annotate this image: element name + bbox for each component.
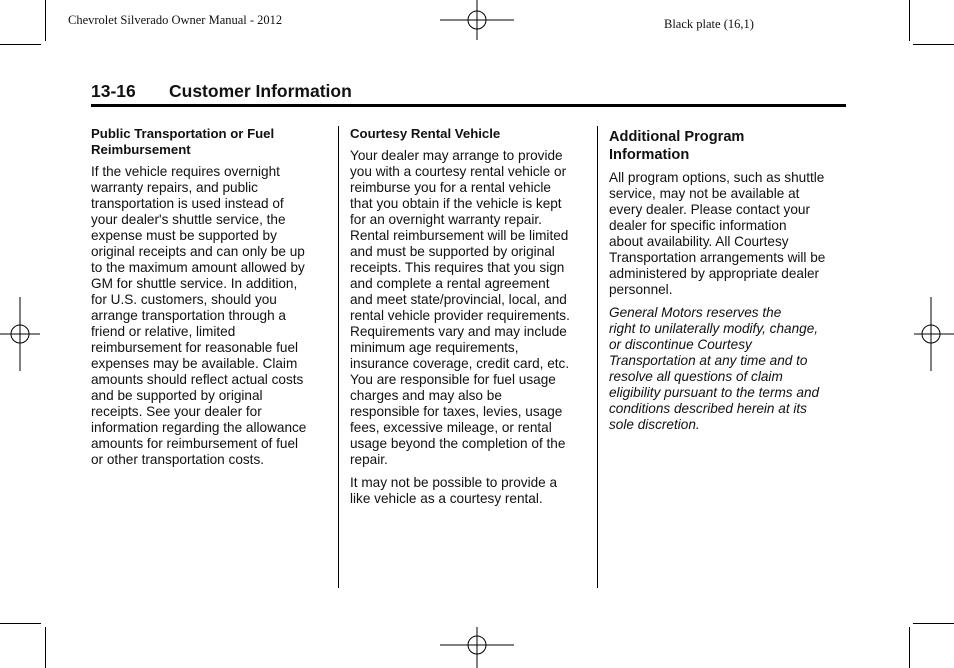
text-line: responsible for taxes, levies, usage — [350, 404, 563, 419]
text-line: receipts. See your dealer for — [91, 404, 262, 419]
text-line: for an overnight warranty repair. — [350, 212, 542, 227]
text-line: for U.S. customers, should you — [91, 292, 277, 307]
text-line: information regarding the allowance — [91, 420, 307, 435]
crop-mark-bottom-left-h — [0, 623, 41, 624]
section-heading — [91, 80, 846, 107]
crop-mark-bottom-right-h — [913, 623, 954, 624]
text-line: every dealer. Please contact your — [609, 202, 810, 217]
text-line: or discontinue Courtesy — [609, 337, 752, 352]
col2-heading: Courtesy Rental Vehicle — [350, 126, 501, 141]
section-title: Customer Information — [169, 81, 352, 101]
column-divider-1 — [338, 126, 339, 588]
text-line: friend or relative, limited — [91, 324, 236, 339]
text-line: receipts. This requires that you sign — [350, 260, 565, 275]
text-line: minimum age requirements, — [350, 340, 519, 355]
registration-mark-top-icon — [440, 0, 514, 44]
text-line: repair. — [350, 452, 388, 467]
col1-paragraph — [91, 164, 331, 468]
text-line: right to unilaterally modify, change, — [609, 321, 819, 336]
text-line: Your dealer may arrange to provide — [350, 148, 563, 163]
text-line: Requirements vary and may include — [350, 324, 567, 339]
text-line: It may not be possible to provide a — [350, 475, 558, 490]
col2-paragraph-2 — [350, 475, 592, 507]
text-line: sole discretion. — [609, 417, 700, 432]
text-line: and must be supported by original — [350, 244, 555, 259]
text-line: to the maximum amount allowed by — [91, 260, 305, 275]
running-header-right: Black plate (16,1) — [664, 17, 754, 31]
text-line: warranty repairs, and public — [91, 180, 258, 195]
registration-mark-left-icon — [0, 297, 44, 371]
text-line: reimbursement for reasonable fuel — [91, 340, 299, 355]
registration-mark-bottom-icon — [440, 627, 514, 668]
text-line: original receipts and can only be up — [91, 244, 305, 259]
text-line: that you obtain if the vehicle is kept — [350, 196, 562, 211]
text-line: or other transportation costs. — [91, 452, 265, 467]
crop-mark-top-left-v — [45, 0, 46, 41]
text-line: eligibility pursuant to the terms and — [609, 385, 820, 400]
text-line: fees, excessive mileage, or rental — [350, 420, 552, 435]
crop-mark-top-right-h — [913, 44, 954, 45]
col2-paragraph-1 — [350, 148, 592, 468]
text-line: you with a courtesy rental vehicle or — [350, 164, 567, 179]
crop-mark-bottom-right-v — [909, 627, 910, 668]
text-line: insurance coverage, credit card, etc. — [350, 356, 570, 371]
text-line: rental vehicle provider requirements. — [350, 308, 570, 323]
text-line: GM for shuttle service. In addition, — [91, 276, 298, 291]
text-line: personnel. — [609, 282, 673, 297]
heading-line: Additional Program — [609, 129, 745, 145]
col3-paragraph-2 — [609, 305, 849, 433]
col3-paragraph-1 — [609, 170, 849, 298]
text-line: Transportation at any time and to — [609, 353, 808, 368]
col1-heading: Public Transportation or Fuel Reimbursement — [91, 126, 275, 157]
text-line: reimburse you for a rental vehicle — [350, 180, 551, 195]
column-divider-2 — [597, 126, 598, 588]
crop-mark-bottom-left-v — [45, 627, 46, 668]
text-line: General Motors reserves the — [609, 305, 782, 320]
column-2 — [350, 126, 592, 514]
text-line: arrange transportation through a — [91, 308, 286, 323]
text-line: like vehicle as a courtesy rental. — [350, 491, 543, 506]
col3-heading — [609, 128, 849, 164]
column-1 — [91, 126, 331, 468]
crop-mark-top-left-h — [0, 44, 41, 45]
text-line: and be supported by original — [91, 388, 263, 403]
text-line: amounts should reflect actual costs — [91, 372, 304, 387]
text-line: transportation is used instead of — [91, 196, 284, 211]
text-line: and complete a rental agreement — [350, 276, 550, 291]
section-number: 13-16 — [91, 81, 136, 101]
column-3 — [609, 126, 849, 440]
text-line: about availability. All Courtesy — [609, 234, 789, 249]
text-line: usage beyond the completion of the — [350, 436, 566, 451]
text-line: If the vehicle requires overnight — [91, 164, 280, 179]
text-line: Rental reimbursement will be limited — [350, 228, 569, 243]
text-line: You are responsible for fuel usage — [350, 372, 556, 387]
text-line: resolve all questions of claim — [609, 369, 783, 384]
running-header-left: Chevrolet Silverado Owner Manual - 2012 — [68, 13, 283, 27]
text-line: your dealer's shuttle service, the — [91, 212, 286, 227]
heading-line: Information — [609, 147, 690, 163]
text-line: Transportation arrangements will be — [609, 250, 826, 265]
text-line: conditions described herein at its — [609, 401, 807, 416]
crop-mark-top-right-v — [909, 0, 910, 41]
text-line: All program options, such as shuttle — [609, 170, 825, 185]
text-line: and meet state/provincial, local, and — [350, 292, 567, 307]
text-line: expenses may be available. Claim — [91, 356, 298, 371]
text-line: expense must be supported by — [91, 228, 277, 243]
text-line: dealer for specific information — [609, 218, 787, 233]
text-line: service, may not be available at — [609, 186, 800, 201]
registration-mark-right-icon — [910, 297, 954, 371]
text-line: charges and may also be — [350, 388, 502, 403]
text-line: administered by appropriate dealer — [609, 266, 820, 281]
text-line: amounts for reimbursement of fuel — [91, 436, 299, 451]
